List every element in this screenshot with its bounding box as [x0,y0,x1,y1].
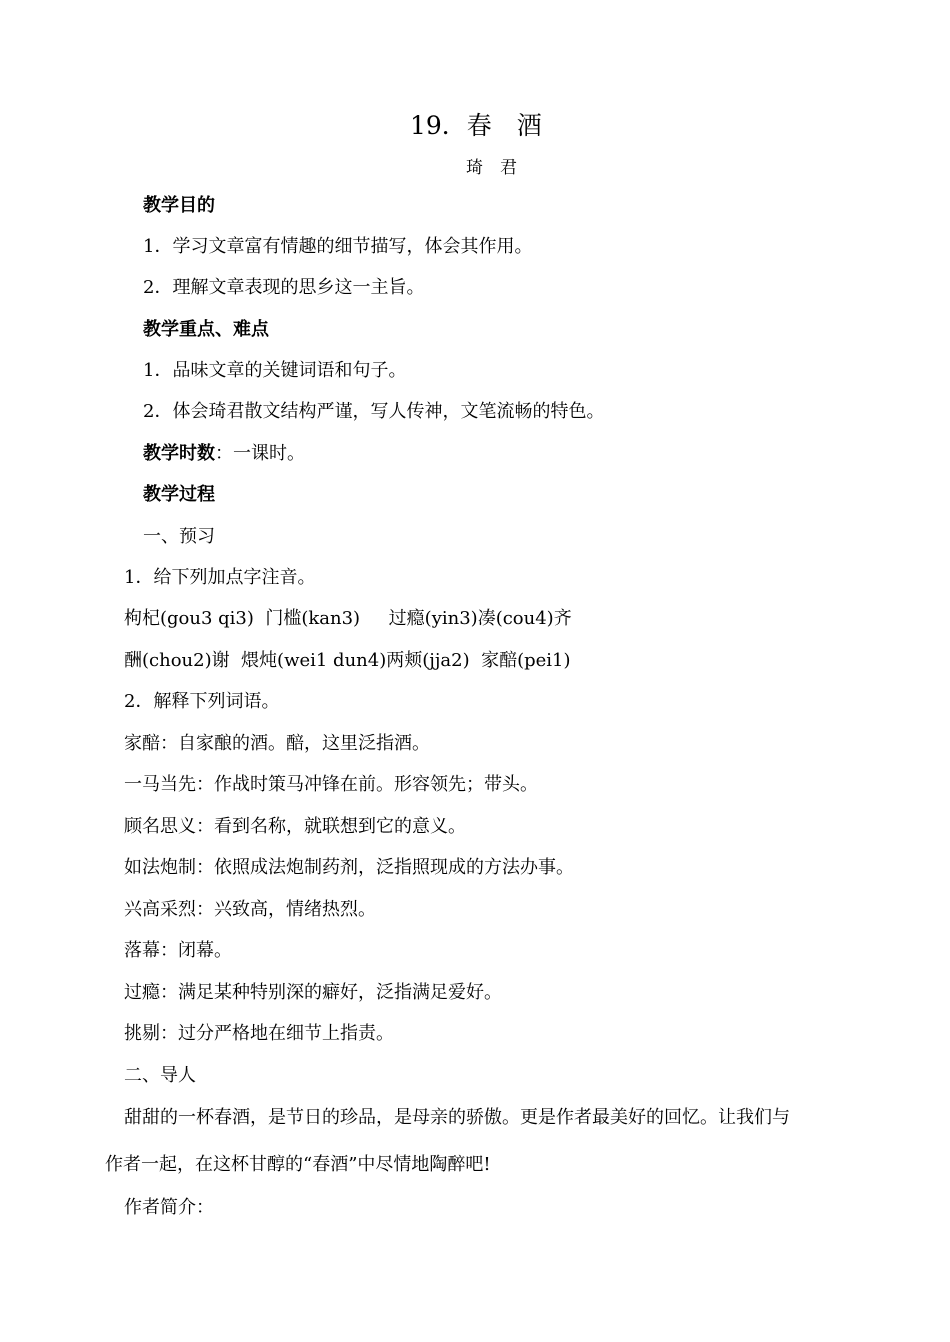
intro-paragraph-line: 甜甜的一杯春酒，是节日的珍品，是母亲的骄傲。更是作者最美好的回忆。让我们与 [124,1107,790,1128]
term-definition: 家醅：自家酿的酒。醅，这里泛指酒。 [124,733,430,754]
time-value: ：一课时。 [215,443,305,464]
time-label: 教学时数 [143,443,215,464]
page-title: 19．春 酒 [410,111,542,140]
intro-heading: 二、导人 [124,1065,196,1086]
preview-question-2: 2．解释下列词语。 [124,691,280,712]
preview-question-1: 1．给下列加点字注音。 [124,567,316,588]
term-definition: 挑剔：过分严格地在细节上指责。 [124,1023,394,1044]
term-definition: 落幕：闭幕。 [124,940,232,961]
intro-paragraph-line: 作者一起，在这杯甘醇的“春酒”中尽情地陶醉吧! [105,1154,491,1175]
goal-item: 1．学习文章富有情趣的细节描写，体会其作用。 [143,236,533,257]
author-name: 琦 君 [466,158,517,178]
term-definition: 兴高采烈：兴致高，情绪热烈。 [124,899,376,920]
focus-item: 2．体会琦君散文结构严谨，写人传神，文笔流畅的特色。 [143,401,605,422]
pinyin-line: 枸杞(gou3 qi3) 门槛(kan3) 过瘾(yin3)凑(cou4)齐 [124,608,572,629]
goals-heading: 教学目的 [143,195,215,216]
term-definition: 顾名思义：看到名称，就联想到它的意义。 [124,816,466,837]
author-intro-label: 作者简介： [124,1197,214,1218]
time-line [143,442,305,466]
goal-item: 2．理解文章表现的思乡这一主旨。 [143,277,425,298]
focus-heading: 教学重点、难点 [143,319,269,340]
process-heading: 教学过程 [143,484,215,505]
pinyin-line: 酬(chou2)谢 煨炖(wei1 dun4)两颊(jja2) 家醅(pei1) [124,650,571,671]
term-definition: 如法炮制：依照成法炮制药剂，泛指照现成的方法办事。 [124,857,574,878]
term-definition: 一马当先：作战时策马冲锋在前。形容领先；带头。 [124,774,538,795]
preview-heading: 一、预习 [143,526,215,547]
focus-item: 1．品味文章的关键词语和句子。 [143,360,407,381]
term-definition: 过瘾：满足某种特别深的癖好，泛指满足爱好。 [124,982,502,1003]
